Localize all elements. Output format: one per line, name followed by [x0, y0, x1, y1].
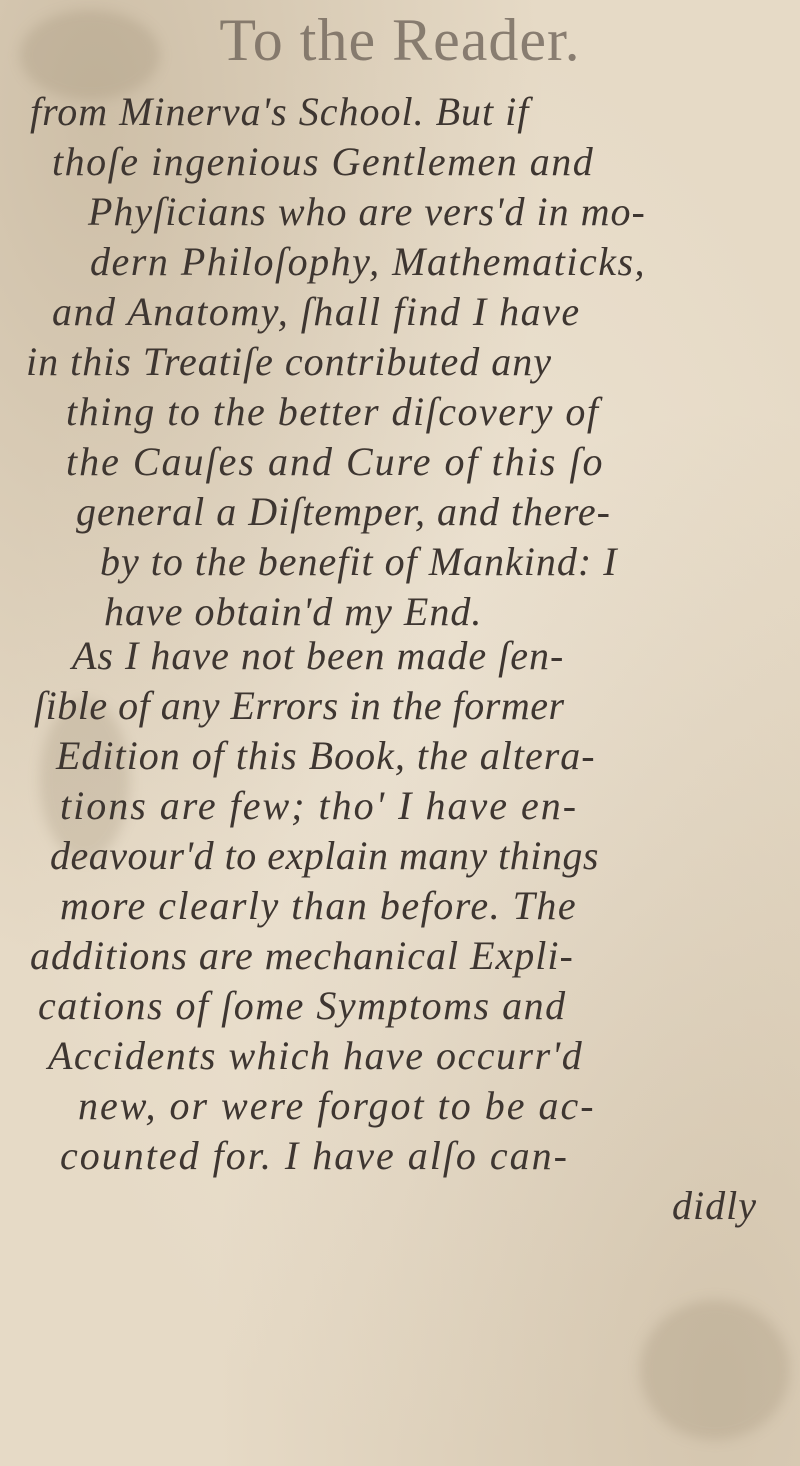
text-line: have obtain'd my End. — [104, 589, 483, 634]
text-line: tions are few; tho' I have en- — [60, 783, 579, 828]
text-line: the Cauſes and Cure of this ſo — [66, 439, 605, 484]
text-line: Edition of this Book, the altera- — [56, 733, 596, 778]
text-line: dern Philoſophy, Mathematicks, — [90, 239, 647, 284]
text-line: As I have not been made ſen- — [72, 633, 565, 678]
text-line: deavour'd to explain many things — [50, 833, 599, 878]
text-line: thing to the better diſcovery of — [66, 389, 600, 434]
text-line: new, or were forgot to be ac- — [78, 1083, 596, 1128]
text-line: thoſe ingenious Gentlemen and — [52, 139, 595, 184]
text-line: ſible of any Errors in the former — [34, 683, 565, 728]
paper-stain — [640, 1300, 790, 1440]
text-line: counted for. I have alſo can- — [60, 1133, 569, 1178]
page-heading: To the Reader. — [219, 7, 581, 73]
text-line: didly — [672, 1183, 757, 1228]
text-line: in this Treatiſe contributed any — [26, 339, 553, 384]
text-line: and Anatomy, ſhall find I have — [52, 289, 581, 334]
text-line: more clearly than before. The — [60, 883, 578, 928]
text-line: additions are mechanical Expli- — [30, 933, 574, 978]
text-line: cations of ſome Symptoms and — [38, 983, 567, 1028]
text-line: general a Diſtemper, and there- — [76, 489, 611, 534]
text-line: by to the benefit of Mankind: I — [100, 539, 618, 584]
text-line: from Minerva's School. But if — [30, 89, 530, 134]
text-line: Accidents which have occurr'd — [48, 1033, 584, 1078]
text-line: Phyſicians who are vers'd in mo- — [88, 189, 646, 234]
